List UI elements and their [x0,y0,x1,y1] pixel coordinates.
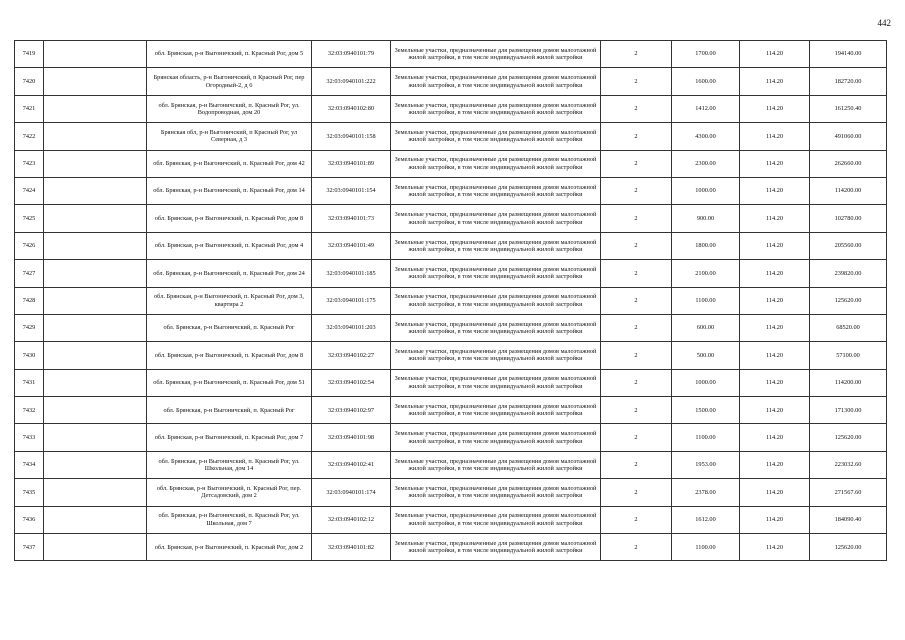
rate-cell: 114.20 [740,369,810,396]
row-number-cell: 7436 [15,506,44,533]
address-cell: Брянская область, р-н Выгоничский, п Красный Рог, пер Огородный-2, д 6 [147,68,312,95]
category-cell: 2 [601,205,672,232]
category-cell: 2 [601,314,672,341]
cadastral-value-cell: 205560.00 [810,232,887,259]
cadastral-value-cell: 114200.00 [810,177,887,204]
category-cell: 2 [601,150,672,177]
address-cell: обл. Брянская, р-н Выгоничский, п. Красный Рог, дом 14 [147,177,312,204]
cadastral-value-cell: 491060.00 [810,123,887,150]
rate-cell: 114.20 [740,479,810,506]
blank-cell [44,342,147,369]
row-number-cell: 7437 [15,534,44,561]
cadastral-value-cell: 184090.40 [810,506,887,533]
rate-cell: 114.20 [740,506,810,533]
area-cell: 2378.00 [672,479,740,506]
cadastral-number-cell: 32:03:0940101:222 [312,68,391,95]
blank-cell [44,424,147,451]
row-number-cell: 7424 [15,177,44,204]
cadastral-value-cell: 182720.00 [810,68,887,95]
cadastral-number-cell: 32:03:0940101:203 [312,314,391,341]
category-cell: 2 [601,479,672,506]
rate-cell: 114.20 [740,150,810,177]
address-cell: обл. Брянская, р-н Выгоничский, п. Красный Рог, ул. Водопроводная, дом 20 [147,95,312,122]
area-cell: 1100.00 [672,424,740,451]
row-number-cell: 7425 [15,205,44,232]
address-cell: Брянская обл, р-н Выгоничский, п Красный Рог, ул Северная, д 3 [147,123,312,150]
land-use-cell: Земельные участки, предназначенные для размещения домов малоэтажной жилой застройки, в том числе индивидуальной жилой застройки [391,68,601,95]
land-use-cell: Земельные участки, предназначенные для размещения домов малоэтажной жилой застройки, в том числе индивидуальной жилой застройки [391,260,601,287]
blank-cell [44,123,147,150]
table-row [15,260,887,287]
category-cell: 2 [601,342,672,369]
address-cell: обл. Брянская, р-н Выгоничский, п. Красный Рог [147,314,312,341]
area-cell: 1100.00 [672,534,740,561]
rate-cell: 114.20 [740,95,810,122]
row-number-cell: 7432 [15,397,44,424]
land-use-cell: Земельные участки, предназначенные для размещения домов малоэтажной жилой застройки, в том числе индивидуальной жилой застройки [391,314,601,341]
cadastral-value-cell: 194140.00 [810,41,887,68]
land-use-cell: Земельные участки, предназначенные для размещения домов малоэтажной жилой застройки, в том числе индивидуальной жилой застройки [391,451,601,478]
blank-cell [44,397,147,424]
row-number-cell: 7433 [15,424,44,451]
area-cell: 1000.00 [672,177,740,204]
table-row [15,68,887,95]
land-use-cell: Земельные участки, предназначенные для размещения домов малоэтажной жилой застройки, в том числе индивидуальной жилой застройки [391,506,601,533]
cadastral-value-cell: 262660.00 [810,150,887,177]
table-row [15,369,887,396]
cadastral-number-cell: 32:03:0940101:174 [312,479,391,506]
land-use-cell: Земельные участки, предназначенные для размещения домов малоэтажной жилой застройки, в том числе индивидуальной жилой застройки [391,424,601,451]
area-cell: 4300.00 [672,123,740,150]
category-cell: 2 [601,424,672,451]
cadastral-number-cell: 32:03:0940101:158 [312,123,391,150]
rate-cell: 114.20 [740,397,810,424]
rate-cell: 114.20 [740,424,810,451]
rate-cell: 114.20 [740,314,810,341]
table-row [15,397,887,424]
rate-cell: 114.20 [740,451,810,478]
rate-cell: 114.20 [740,342,810,369]
category-cell: 2 [601,534,672,561]
address-cell: обл. Брянская, р-н Выгоничский, п. Красный Рог [147,397,312,424]
land-use-cell: Земельные участки, предназначенные для размещения домов малоэтажной жилой застройки, в том числе индивидуальной жилой застройки [391,342,601,369]
table-row [15,287,887,314]
table-row [15,342,887,369]
row-number-cell: 7428 [15,287,44,314]
address-cell: обл. Брянская, р-н Выгоничский, п. Красный Рог, дом 3, квартира 2 [147,287,312,314]
cadastral-value-cell: 114200.00 [810,369,887,396]
cadastral-value-cell: 171300.00 [810,397,887,424]
land-registry-table [14,40,887,561]
cadastral-value-cell: 223032.60 [810,451,887,478]
area-cell: 500.00 [672,342,740,369]
cadastral-number-cell: 32:03:0940101:79 [312,41,391,68]
land-use-cell: Земельные участки, предназначенные для размещения домов малоэтажной жилой застройки, в том числе индивидуальной жилой застройки [391,397,601,424]
cadastral-number-cell: 32:03:0940102:54 [312,369,391,396]
table-row [15,95,887,122]
cadastral-number-cell: 32:03:0940101:49 [312,232,391,259]
blank-cell [44,95,147,122]
blank-cell [44,177,147,204]
category-cell: 2 [601,369,672,396]
rate-cell: 114.20 [740,260,810,287]
row-number-cell: 7435 [15,479,44,506]
cadastral-number-cell: 32:03:0940102:12 [312,506,391,533]
cadastral-value-cell: 125620.00 [810,534,887,561]
address-cell: обл. Брянская, р-н Выгоничский, п. Красный Рог, дом 8 [147,205,312,232]
row-number-cell: 7419 [15,41,44,68]
table-row [15,534,887,561]
address-cell: обл. Брянская, р-н Выгоничский, п. Красный Рог, дом 2 [147,534,312,561]
row-number-cell: 7429 [15,314,44,341]
table-row [15,314,887,341]
cadastral-value-cell: 125620.00 [810,424,887,451]
blank-cell [44,41,147,68]
area-cell: 1700.00 [672,41,740,68]
blank-cell [44,287,147,314]
cadastral-number-cell: 32:03:0940101:98 [312,424,391,451]
category-cell: 2 [601,451,672,478]
row-number-cell: 7423 [15,150,44,177]
area-cell: 1412.00 [672,95,740,122]
table-row [15,205,887,232]
cadastral-value-cell: 57100.00 [810,342,887,369]
cadastral-number-cell: 32:03:0940101:89 [312,150,391,177]
table-body [15,41,887,561]
table-row [15,150,887,177]
category-cell: 2 [601,260,672,287]
row-number-cell: 7421 [15,95,44,122]
rate-cell: 114.20 [740,534,810,561]
blank-cell [44,205,147,232]
rate-cell: 114.20 [740,177,810,204]
address-cell: обл. Брянская, р-н Выгоничский, п. Красный Рог, дом 5 [147,41,312,68]
land-use-cell: Земельные участки, предназначенные для размещения домов малоэтажной жилой застройки, в том числе индивидуальной жилой застройки [391,205,601,232]
category-cell: 2 [601,506,672,533]
land-use-cell: Земельные участки, предназначенные для размещения домов малоэтажной жилой застройки, в том числе индивидуальной жилой застройки [391,479,601,506]
rate-cell: 114.20 [740,232,810,259]
blank-cell [44,451,147,478]
cadastral-number-cell: 32:03:0940101:175 [312,287,391,314]
area-cell: 1100.00 [672,287,740,314]
address-cell: обл. Брянская, р-н Выгоничский, п. Красный Рог, дом 42 [147,150,312,177]
row-number-cell: 7427 [15,260,44,287]
land-use-cell: Земельные участки, предназначенные для размещения домов малоэтажной жилой застройки, в том числе индивидуальной жилой застройки [391,232,601,259]
land-use-cell: Земельные участки, предназначенные для размещения домов малоэтажной жилой застройки, в том числе индивидуальной жилой застройки [391,177,601,204]
blank-cell [44,506,147,533]
address-cell: обл. Брянская, р-н Выгоничский, п. Красный Рог, пер. Детсадовский, дом 2 [147,479,312,506]
cadastral-value-cell: 161250.40 [810,95,887,122]
address-cell: обл. Брянская, р-н Выгоничский, п. Красный Рог, дом 4 [147,232,312,259]
row-number-cell: 7431 [15,369,44,396]
area-cell: 1953.00 [672,451,740,478]
cadastral-value-cell: 125620.00 [810,287,887,314]
blank-cell [44,369,147,396]
area-cell: 600.00 [672,314,740,341]
category-cell: 2 [601,232,672,259]
rate-cell: 114.20 [740,287,810,314]
cadastral-number-cell: 32:03:0940101:73 [312,205,391,232]
blank-cell [44,314,147,341]
area-cell: 900.00 [672,205,740,232]
cadastral-value-cell: 239820.00 [810,260,887,287]
area-cell: 2300.00 [672,150,740,177]
table-row [15,424,887,451]
rate-cell: 114.20 [740,41,810,68]
blank-cell [44,68,147,95]
address-cell: обл. Брянская, р-н Выгоничский, п. Красный Рог, дом 51 [147,369,312,396]
table-row [15,451,887,478]
table-row [15,123,887,150]
area-cell: 1500.00 [672,397,740,424]
table-row [15,41,887,68]
rate-cell: 114.20 [740,123,810,150]
blank-cell [44,479,147,506]
cadastral-number-cell: 32:03:0940101:185 [312,260,391,287]
cadastral-number-cell: 32:03:0940102:27 [312,342,391,369]
table-row [15,232,887,259]
area-cell: 1000.00 [672,369,740,396]
blank-cell [44,232,147,259]
category-cell: 2 [601,397,672,424]
cadastral-number-cell: 32:03:0940101:82 [312,534,391,561]
address-cell: обл. Брянская, р-н Выгоничский, п. Красный Рог, дом 8 [147,342,312,369]
land-use-cell: Земельные участки, предназначенные для размещения домов малоэтажной жилой застройки, в том числе индивидуальной жилой застройки [391,41,601,68]
address-cell: обл. Брянская, р-н Выгоничский, п. Красный Рог, дом 7 [147,424,312,451]
page-number: 442 [877,18,891,28]
cadastral-number-cell: 32:03:0940102:80 [312,95,391,122]
land-use-cell: Земельные участки, предназначенные для размещения домов малоэтажной жилой застройки, в том числе индивидуальной жилой застройки [391,123,601,150]
address-cell: обл. Брянская, р-н Выгоничский, п. Красный Рог, ул. Школьная, дом 14 [147,451,312,478]
category-cell: 2 [601,68,672,95]
area-cell: 1600.00 [672,68,740,95]
rate-cell: 114.20 [740,68,810,95]
address-cell: обл. Брянская, р-н Выгоничский, п. Красный Рог, дом 24 [147,260,312,287]
row-number-cell: 7422 [15,123,44,150]
category-cell: 2 [601,177,672,204]
row-number-cell: 7434 [15,451,44,478]
row-number-cell: 7420 [15,68,44,95]
table-row [15,177,887,204]
cadastral-value-cell: 271567.60 [810,479,887,506]
blank-cell [44,534,147,561]
land-use-cell: Земельные участки, предназначенные для размещения домов малоэтажной жилой застройки, в том числе индивидуальной жилой застройки [391,534,601,561]
address-cell: обл. Брянская, р-н Выгоничский, п. Красный Рог, ул. Школьная, дом 7 [147,506,312,533]
blank-cell [44,150,147,177]
land-use-cell: Земельные участки, предназначенные для размещения домов малоэтажной жилой застройки, в том числе индивидуальной жилой застройки [391,150,601,177]
row-number-cell: 7430 [15,342,44,369]
table-row [15,479,887,506]
category-cell: 2 [601,41,672,68]
blank-cell [44,260,147,287]
row-number-cell: 7426 [15,232,44,259]
rate-cell: 114.20 [740,205,810,232]
land-use-cell: Земельные участки, предназначенные для размещения домов малоэтажной жилой застройки, в том числе индивидуальной жилой застройки [391,287,601,314]
cadastral-value-cell: 68520.00 [810,314,887,341]
area-cell: 1800.00 [672,232,740,259]
category-cell: 2 [601,123,672,150]
cadastral-number-cell: 32:03:0940101:154 [312,177,391,204]
area-cell: 1612.00 [672,506,740,533]
cadastral-number-cell: 32:03:0940102:97 [312,397,391,424]
category-cell: 2 [601,287,672,314]
cadastral-number-cell: 32:03:0940102:41 [312,451,391,478]
area-cell: 2100.00 [672,260,740,287]
table-row [15,506,887,533]
land-use-cell: Земельные участки, предназначенные для размещения домов малоэтажной жилой застройки, в том числе индивидуальной жилой застройки [391,95,601,122]
land-use-cell: Земельные участки, предназначенные для размещения домов малоэтажной жилой застройки, в том числе индивидуальной жилой застройки [391,369,601,396]
category-cell: 2 [601,95,672,122]
cadastral-value-cell: 102780.00 [810,205,887,232]
